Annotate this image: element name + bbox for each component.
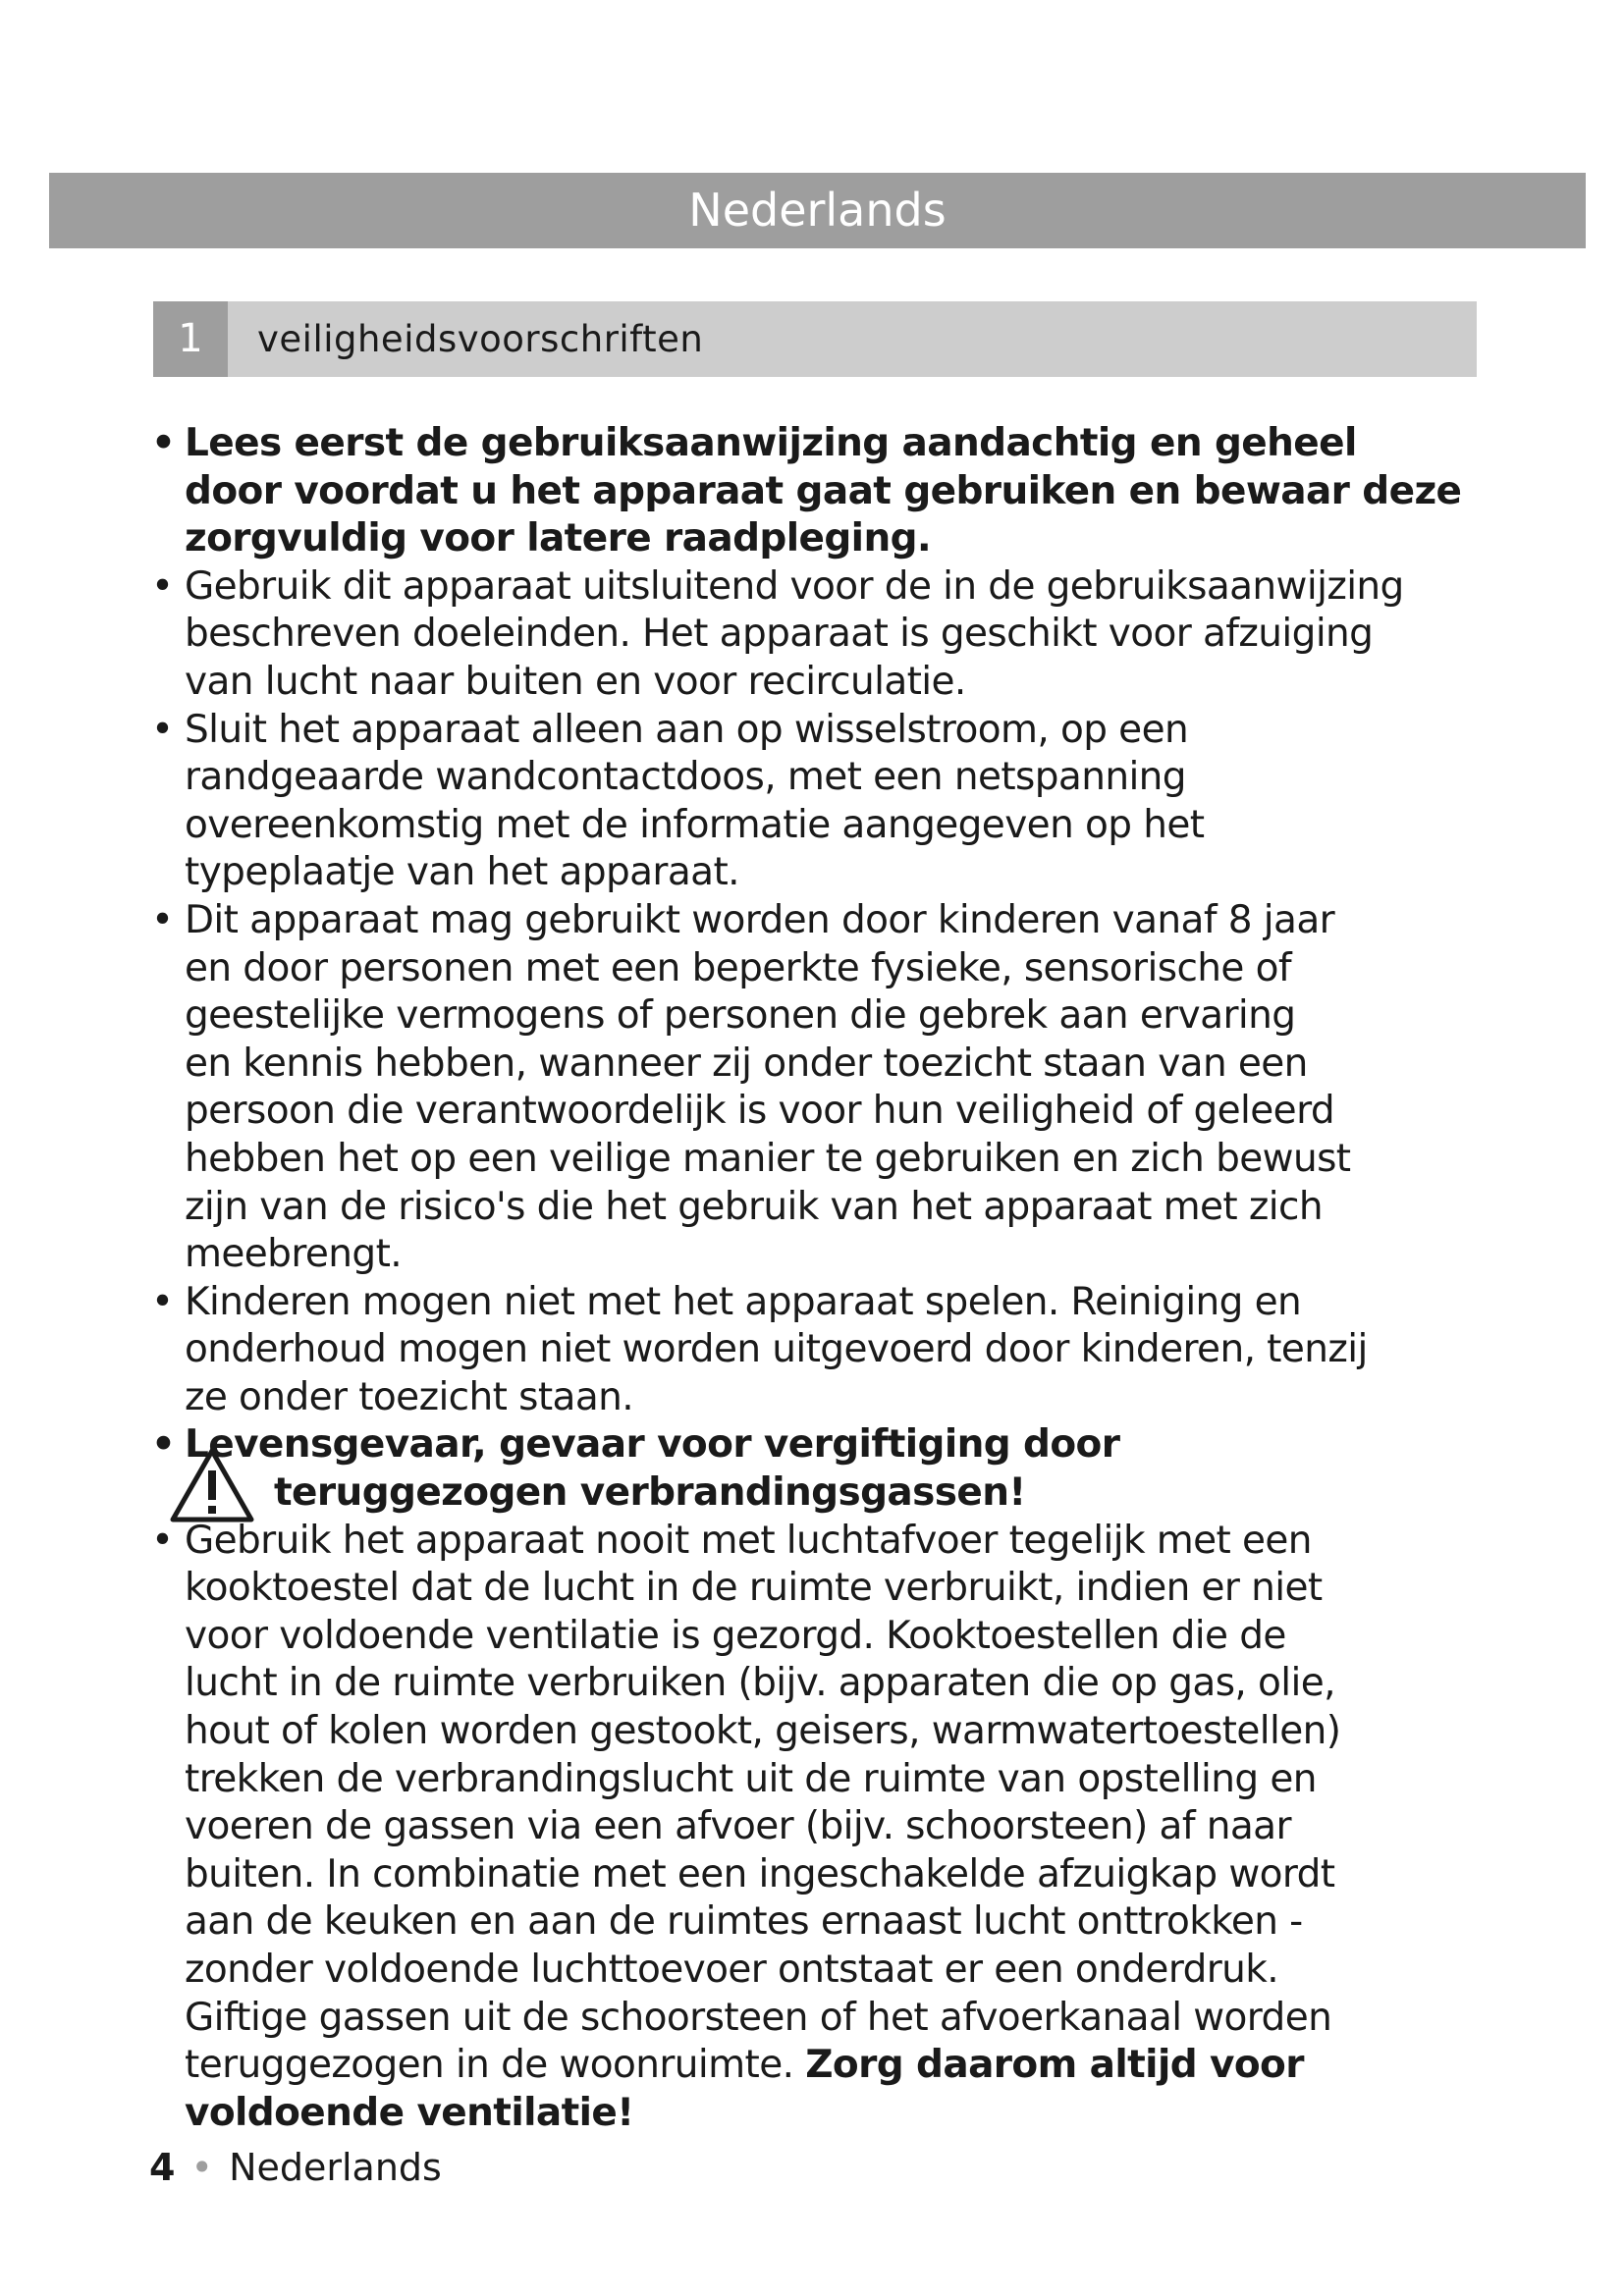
- warning-item: [147, 1421, 1492, 1517]
- instruction-line: onderhoud mogen niet worden uitgevoerd door kinderen, tenzij: [185, 1327, 1368, 1372]
- ventilation-text: [185, 1518, 1492, 2043]
- instruction-line: Dit apparaat mag gebruikt worden door kinderen vanaf 8 jaar: [185, 897, 1335, 942]
- ventilation-line: trekken de verbrandingslucht uit de ruimte van opstelling en: [185, 1756, 1317, 1801]
- instruction-line: Gebruik dit apparaat uitsluitend voor de in de gebruiksaanwijzing: [185, 563, 1404, 609]
- instruction-line: en kennis hebben, wanneer zij onder toezicht staan van een: [185, 1041, 1308, 1086]
- bullet: •: [151, 1279, 174, 1324]
- instruction-line: randgeaarde wandcontactdoos, met een netspanning: [185, 755, 1186, 800]
- ventilation-line: zonder voldoende luchttoevoer ontstaat er een onderdruk.: [185, 1948, 1279, 1992]
- bullet: •: [151, 897, 174, 942]
- ventilation-line: Gebruik het apparaat nooit met luchtafvoer tegelijk met een: [185, 1518, 1312, 1563]
- ventilation-line: aan de keuken en aan de ruimtes ernaast lucht onttrokken -: [185, 1899, 1303, 1945]
- instruction-line: Sluit het apparaat alleen aan op wisselstroom, op een: [185, 707, 1189, 752]
- ventilation-line: voor voldoende ventilatie is gezorgd. Kooktoestellen die de: [185, 1613, 1286, 1658]
- instruction-line: typeplaatje van het apparaat.: [185, 850, 739, 895]
- instruction-item: [147, 420, 1492, 563]
- warning-line-1: Levensgevaar, gevaar voor vergiftiging door: [185, 1422, 1120, 1468]
- instruction-line: meebrengt.: [185, 1232, 403, 1277]
- instruction-item: [147, 707, 1492, 897]
- bullet: •: [151, 421, 176, 465]
- instruction-line: hebben het op een veilige manier te gebruiken en zich bewust: [185, 1136, 1351, 1181]
- bullet: •: [151, 707, 174, 752]
- instruction-line: persoon die verantwoordelijk is voor hun veiligheid of geleerd: [185, 1089, 1334, 1134]
- footer-language: Nederlands: [229, 2146, 442, 2189]
- instruction-item: [147, 563, 1492, 707]
- instruction-line: en door personen met een beperkte fysieke, sensorische of: [185, 945, 1291, 990]
- ventilation-item: [147, 1518, 1492, 2138]
- instruction-list: [147, 420, 1492, 1421]
- ventilation-line: voeren de gassen via een afvoer (bijv. schoorsteen) af naar: [185, 1804, 1291, 1849]
- ventilation-last-line: [185, 2042, 1492, 2090]
- footer-separator: •: [190, 2146, 213, 2189]
- bullet: •: [151, 1422, 176, 1468]
- instruction-item: [147, 897, 1492, 1279]
- section-header: [153, 301, 1477, 377]
- instruction-item: [147, 1279, 1492, 1422]
- ventilation-line: Giftige gassen uit de schoorsteen of het afvoerkanaal worden: [185, 1995, 1332, 2040]
- section-title: veiligheidsvoorschriften: [257, 318, 704, 360]
- bullet: •: [151, 1518, 174, 1563]
- language-banner: Nederlands: [49, 173, 1586, 248]
- instruction-line: zijn van de risico's die het gebruik van het apparaat met zich: [185, 1184, 1323, 1229]
- instruction-line: van lucht naar buiten en voor recirculatie.: [185, 659, 966, 704]
- page-footer: [149, 2146, 442, 2189]
- ventilation-line: lucht in de ruimte verbruiken (bijv. apparaten die op gas, olie,: [185, 1661, 1335, 1706]
- ventilation-emphasis: Zorg daarom altijd voor: [805, 2043, 1304, 2088]
- warning-line-2: teruggezogen verbrandingsgassen!: [274, 1470, 1026, 1516]
- ventilation-line: kooktoestel dat de lucht in de ruimte verbruikt, indien er niet: [185, 1566, 1323, 1611]
- section-number: 1: [153, 301, 228, 377]
- ventilation-line: hout of kolen worden gestookt, geisers, warmwatertoestellen): [185, 1709, 1341, 1754]
- instruction-line: beschreven doeleinden. Het apparaat is geschikt voor afzuiging: [185, 612, 1374, 657]
- bullet: •: [151, 563, 174, 609]
- instruction-line: overeenkomstig met de informatie aangegeven op het: [185, 802, 1205, 847]
- page-number: 4: [149, 2146, 176, 2189]
- ventilation-last-text: teruggezogen in de woonruimte.: [185, 2043, 794, 2088]
- ventilation-final: voldoende ventilatie!: [185, 2090, 634, 2135]
- instruction-line: ze onder toezicht staan.: [185, 1374, 634, 1419]
- safety-instructions: [147, 420, 1492, 2137]
- ventilation-line: buiten. In combinatie met een ingeschakelde afzuigkap wordt: [185, 1851, 1335, 1896]
- instruction-line: zorgvuldig voor latere raadpleging.: [185, 516, 932, 561]
- instruction-line: geestelijke vermogens of personen die gebrek aan ervaring: [185, 993, 1296, 1039]
- instruction-line: Lees eerst de gebruiksaanwijzing aandachtig en geheel: [185, 421, 1357, 465]
- instruction-line: door voordat u het apparaat gaat gebruiken en bewaar deze: [185, 468, 1462, 513]
- instruction-line: Kinderen mogen niet met het apparaat spelen. Reiniging en: [185, 1279, 1302, 1324]
